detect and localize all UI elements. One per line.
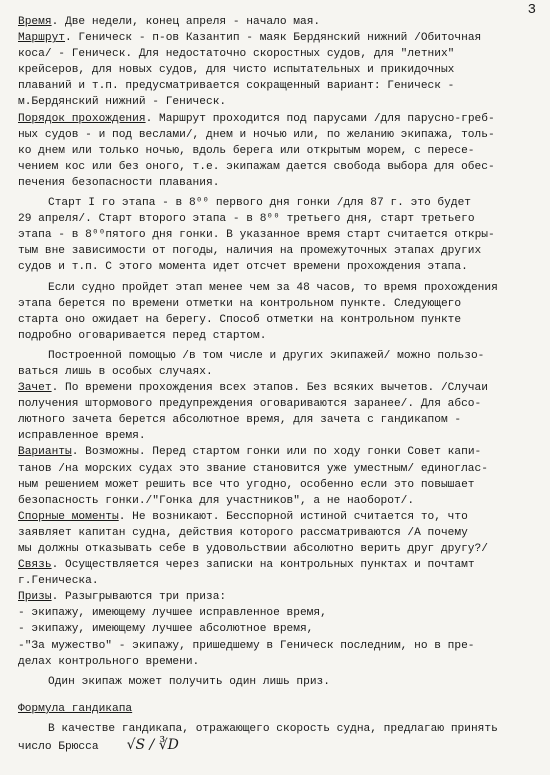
text-line: [18, 477, 540, 493]
text-line: [18, 280, 540, 296]
text-line: [18, 412, 540, 428]
text-line: [18, 444, 540, 460]
line-text: Один экипаж может получить один лишь приз.: [48, 675, 330, 688]
line-text: крейсеров, для новых судов, для чисто испытательных и прикидочных: [18, 64, 455, 77]
text-line: [18, 143, 540, 159]
text-line: [18, 461, 540, 477]
line-text: м.Бердянский нижний - Геническ.: [18, 96, 227, 109]
line-text: делах контрольного времени.: [18, 655, 200, 668]
text-line: [18, 428, 540, 444]
text-line: [18, 296, 540, 312]
text-line: [18, 638, 540, 654]
text-line: [18, 621, 540, 637]
line-text: печения безопасности плавания.: [18, 176, 220, 189]
line-gap: [18, 690, 540, 701]
text-line: [18, 573, 540, 589]
line-text: . Геническ - п-ов Казантип - маяк Бердянский нижний /Обиточная: [65, 32, 482, 45]
line-text: подробно оговаривается перед стартом.: [18, 329, 267, 342]
text-line: [18, 195, 540, 211]
line-text: этапа - в 8⁰⁰пятого дня гонки. В указанное время старт считается откры-: [18, 229, 495, 242]
text-line: [18, 525, 540, 541]
line-text: мы должны отказывать себе в удовольствии абсолютно верить друг другу?/: [18, 543, 488, 555]
line-text: танов /на морских судах это звание становится уже уместным/ единоглас-: [18, 462, 488, 475]
line-text: исправленное время.: [18, 430, 146, 443]
line-text: ваться лишь в особых случаях.: [18, 365, 213, 378]
section-heading: Связь: [18, 559, 52, 572]
text-line: [18, 674, 540, 690]
line-text: судов и т.п. С этого момента идет отсчет времени прохождения этапа.: [18, 261, 468, 274]
line-text: заявляет капитан судна, действия которого рассматриваются /А почему: [18, 526, 468, 539]
text-line: [18, 721, 540, 737]
line-text: Если судно пройдет этап менее чем за 48 часов, то время прохождения: [48, 281, 498, 294]
section-heading: Порядок прохождения: [18, 112, 146, 125]
text-line: [18, 159, 540, 175]
text-line: [18, 227, 540, 243]
text-line: [18, 396, 540, 412]
section-heading: Маршрут: [18, 32, 65, 45]
text-line: [18, 557, 540, 573]
line-text: Старт I го этапа - в 8⁰⁰ первого дня гонки /для 87 г. это будет: [48, 197, 472, 210]
line-text: коса/ - Геническ. Для недостаточно скоростных судов, для "летних": [18, 48, 455, 61]
section-heading: Время: [18, 16, 52, 28]
line-text: - экипажу, имеющему лучшее абсолютное время,: [18, 623, 314, 636]
section-heading: Варианты: [18, 446, 72, 459]
text-line: [18, 127, 540, 143]
line-text: -"За мужество" - экипажу, пришедшему в Геническ последним, но в пре-: [18, 639, 475, 652]
text-line: [18, 62, 540, 78]
page-number: 3: [527, 2, 536, 18]
line-text: число Брюсса: [18, 741, 99, 754]
line-text: плаваний и т.п. предусматривается сокращенный вариант: Геническ -: [18, 80, 455, 93]
section-heading: Призы: [18, 591, 52, 604]
handwritten-formula: √S / ∛D: [126, 737, 179, 754]
text-line: [18, 364, 540, 380]
text-line: [18, 654, 540, 670]
text-line: [18, 211, 540, 227]
text-line: [18, 589, 540, 605]
text-line: [18, 78, 540, 94]
line-text: . Возможны. Перед стартом гонки или по ходу гонки Совет капи-: [71, 446, 482, 459]
text-line: [18, 259, 540, 275]
line-text: старта оно ожидает на берегу. Способ отметки на контрольном пункте: [18, 313, 462, 326]
text-line: [18, 111, 540, 127]
line-text: . Не возникают. Бесспорной истиной считается то, что: [118, 510, 468, 523]
text-line: [18, 509, 540, 525]
section-heading: Формула гандикапа: [18, 702, 133, 715]
line-text: ных судов - и под веслами/, днем и ночью или, по желанию экипажа, толь-: [18, 128, 495, 141]
line-text: 29 апреля/. Старт второго этапа - в 8⁰⁰ третьего дня, старт третьего: [18, 213, 475, 226]
text-line: [18, 14, 540, 30]
text-line: [18, 348, 540, 364]
line-text: . По времени прохождения всех этапов. Без всяких вычетов. /Случаи: [51, 382, 488, 395]
document-text: [18, 14, 540, 755]
line-text: ко днем или только ночью, вдоль берега или открытым морем, с пересе-: [18, 144, 475, 157]
text-line: [18, 328, 540, 344]
text-line: [18, 30, 540, 46]
text-line: [18, 701, 540, 717]
text-line: [18, 94, 540, 110]
text-line: [18, 737, 540, 755]
text-line: [18, 605, 540, 621]
line-text: . Две недели, конец апреля - начало мая.: [51, 16, 321, 28]
section-heading: Зачет: [18, 382, 52, 395]
text-line: [18, 541, 540, 557]
line-text: чением кос или без оного, т.е. экипажам дается свобода выбора для обес-: [18, 160, 495, 173]
line-text: . Маршрут проходится под парусами /для парусно-греб-: [145, 112, 495, 125]
text-line: [18, 380, 540, 396]
line-text: безопасность гонки./"Гонка для участников", а не наоборот/.: [18, 494, 415, 507]
line-text: - экипажу, имеющему лучшее исправленное время,: [18, 607, 327, 620]
text-line: [18, 493, 540, 509]
line-text: Построенной помощью /в том числе и других экипажей/ можно пользо-: [48, 349, 485, 362]
line-text: . Разыгрываются три приза:: [51, 591, 227, 604]
text-line: [18, 312, 540, 328]
line-text: . Осуществляется через записки на контрольных пунктах и почтамт: [51, 559, 475, 572]
section-heading: Спорные моменты: [18, 510, 119, 523]
text-line: [18, 243, 540, 259]
line-text: лютного зачета берется абсолютное время, для зачета с гандикапом -: [18, 414, 462, 427]
line-text: В качестве гандикапа, отражающего скорость судна, предлагаю принять: [48, 722, 498, 735]
text-line: [18, 175, 540, 191]
line-text: ным решением может решить все что угодно, особенно если это повышает: [18, 478, 475, 491]
line-text: г.Геническа.: [18, 575, 99, 588]
line-text: получения штормового предупреждения оговариваются заранее/. Для абсо-: [18, 398, 482, 411]
text-line: [18, 46, 540, 62]
line-text: этапа берется по времени отметки на контрольном пункте. Следующего: [18, 297, 462, 310]
line-text: тым вне зависимости от погоды, наличия на промежуточных этапах других: [18, 245, 482, 258]
